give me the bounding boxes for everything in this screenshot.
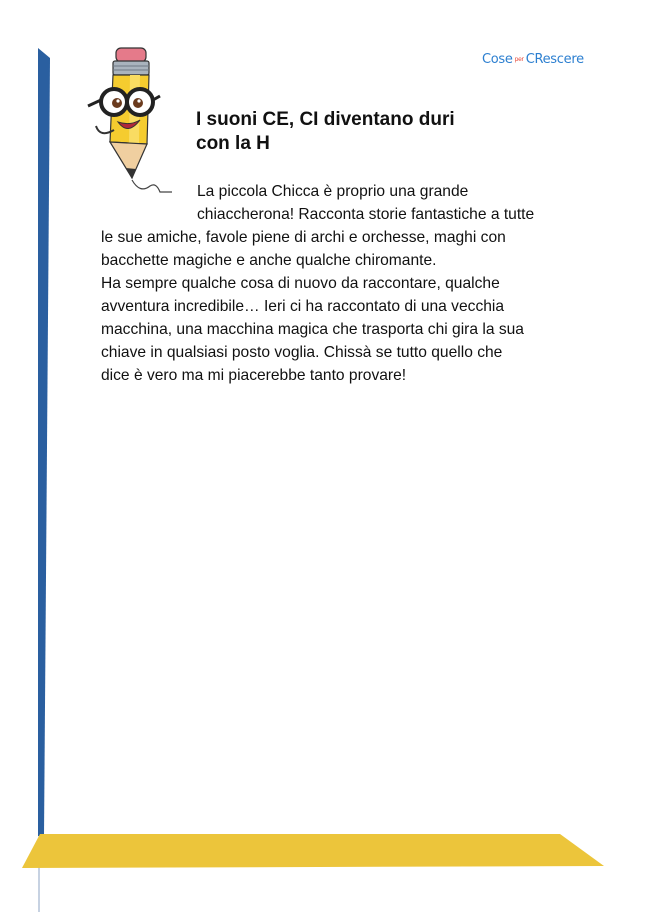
- paragraph-2-line-4: chiave in qualsiasi posto voglia. Chissà se tutto quello che: [101, 344, 503, 361]
- paragraph-2: [101, 272, 621, 387]
- paragraph-1-line-4: bacchette magiche e anche qualche chiromante.: [101, 252, 437, 269]
- paragraph-1-line-2: chiaccherona! Racconta storie fantastiche a tutte: [197, 206, 535, 223]
- paragraph-2-line-3: macchina, una macchina magica che trasporta chi gira la sua: [101, 321, 524, 338]
- paragraph-1-line-3: le sue amiche, favole piene di archi e orchesse, maghi con: [101, 229, 506, 246]
- brand-logo: [482, 52, 606, 76]
- paragraph-1-line-1: La piccola Chicca è proprio una grande: [197, 183, 469, 200]
- paragraph-2-line-1: Ha sempre qualche cosa di nuovo da raccontare, qualche: [101, 275, 500, 292]
- paragraph-2-line-5: dice è vero ma mi piacerebbe tanto provare!: [101, 367, 407, 384]
- story-text: [101, 180, 621, 387]
- logo-word-per: per: [514, 56, 524, 63]
- bottom-yellow-bar: [22, 834, 604, 868]
- logo-word-crescere: CRescere: [525, 52, 584, 67]
- title-line-1: I suoni CE, CI diventano duri: [196, 109, 455, 130]
- title-line-2: con la H: [196, 133, 270, 154]
- left-blue-bar: [38, 48, 50, 836]
- paragraph-1: [101, 180, 621, 272]
- logo-word-cose: Cose: [482, 52, 513, 67]
- page-title: [196, 108, 576, 156]
- paragraph-2-line-2: avventura incredibile… Ieri ci ha raccontato di una vecchia: [101, 298, 505, 315]
